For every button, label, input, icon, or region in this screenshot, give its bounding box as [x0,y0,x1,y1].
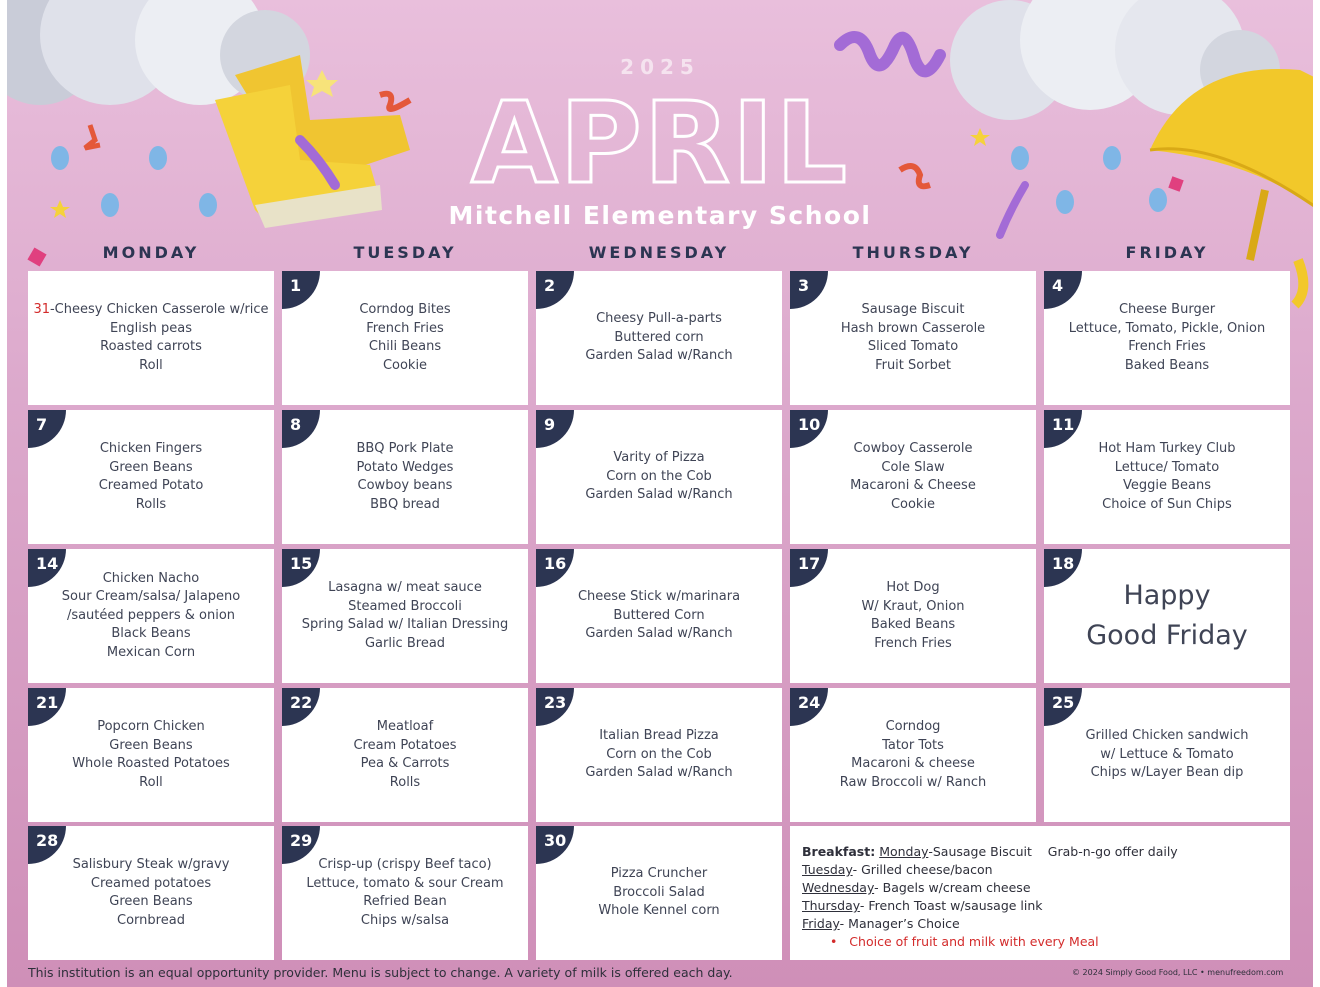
menu-line: Pizza Cruncher [610,866,708,882]
breakfast-day: Tuesday [802,862,853,877]
menu-line: BBQ bread [370,496,440,512]
menu-line: French Fries [1128,339,1206,354]
menu-line: Cream Potatoes [353,737,457,753]
menu-line: Cheese Burger [1118,302,1216,317]
day-number-badge: 23 [536,688,574,726]
calendar-day-10 [790,410,1036,544]
breakfast-menu-box [790,826,1290,960]
menu-line: Green Beans [109,459,193,475]
day-header-wednesday: WEDNESDAY [588,243,730,262]
menu-line: Corndog Bites [359,302,451,317]
menu-line: Sausage Biscuit [861,302,965,317]
menu-line: Garden Salad w/Ranch [585,487,733,503]
day-number-badge: 25 [1044,688,1082,726]
year-label: 2025 [620,55,700,79]
menu-line: /sautéed peppers & onion [66,607,236,623]
menu-line: Green Beans [109,894,193,909]
menu-line: Roasted carrots [100,339,202,354]
menu-line: Chips w/Layer Bean dip [1090,765,1244,781]
breakfast-item: - Manager’s Choice [839,916,960,931]
day-number-badge: 1 [282,271,320,309]
menu-line: Varity of Pizza [613,450,705,466]
bullet-icon: • [830,934,850,949]
menu-line: Sliced Tomato [867,339,959,354]
menu-line: Chips w/salsa [360,912,450,928]
breakfast-day: Thursday [802,898,860,913]
menu-line: French Fries [366,320,444,336]
menu-line: w/ Lettuce & Tomato [1100,746,1234,762]
menu-line: Broccoli Salad [613,884,705,900]
breakfast-label: Breakfast: [802,844,876,859]
menu-line: Black Beans [111,626,191,642]
menu-line: BBQ Pork Plate [356,441,454,456]
menu-line: Lettuce, tomato & sour Cream [306,875,504,891]
menu-line: Macaroni & Cheese [850,478,976,493]
menu-line: Steamed Broccoli [348,598,462,614]
calendar-day-17 [790,549,1036,683]
menu-line: Tator Tots [882,737,944,753]
menu-line: Garden Salad w/Ranch [585,626,733,642]
menu-line: Lettuce/ Tomato [1114,459,1220,475]
breakfast-line-wednesday [802,879,1278,897]
holiday-line: Happy [1123,580,1211,611]
menu-line: Grilled Chicken sandwich [1085,728,1249,744]
menu-line: Lettuce, Tomato, Pickle, Onion [1068,320,1266,336]
menu-line: Chicken Fingers [99,441,203,456]
day-number-badge: 8 [282,410,320,448]
menu-line: Popcorn Chicken [97,719,205,734]
calendar-day-16 [536,549,782,683]
calendar-day-25 [1044,688,1290,822]
breakfast-day: Monday [879,844,929,859]
menu-line: Salisbury Steak w/gravy [72,857,230,872]
menu-line: Macaroni & cheese [851,756,975,771]
breakfast-line-monday [802,843,1278,861]
menu-line: Cheesy Pull-a-parts [596,311,722,327]
breakfast-item: - Bagels w/cream cheese [874,880,1031,895]
menu-line: Meatloaf [376,719,434,734]
breakfast-line-thursday [802,897,1278,915]
menu-line: Buttered corn [614,329,704,345]
menu-line: French Fries [874,635,952,651]
menu-line: Corn on the Cob [606,746,712,762]
day-number-badge: 9 [536,410,574,448]
calendar-day-9 [536,410,782,544]
menu-line: Garden Salad w/Ranch [585,765,733,781]
calendar-day-14 [28,549,274,683]
menu-line: Rolls [389,774,421,790]
day-number-badge: 29 [282,826,320,864]
day-number-badge: 2 [536,271,574,309]
day-number-badge: 18 [1044,549,1082,587]
calendar-day-8 [282,410,528,544]
menu-line: Baked Beans [870,617,956,632]
menu-line: Cornbread [117,912,185,928]
day-header-tuesday: TUESDAY [353,243,457,262]
menu-line: Potato Wedges [356,459,454,475]
menu-line: Cowboy Casserole [853,441,973,456]
menu-line: Fruit Sorbet [875,357,951,373]
day-header-thursday: THURSDAY [852,243,974,262]
calendar-day-21 [28,688,274,822]
menu-line: Hot Dog [886,580,940,595]
calendar-day-29 [282,826,528,960]
breakfast-item: - Grilled cheese/bacon [852,862,993,877]
menu-line: Italian Bread Pizza [599,728,719,744]
grab-n-go-note: Grab-n-go offer daily [1047,844,1178,859]
breakfast-day: Friday [802,916,840,931]
menu-line: Cookie [382,357,428,373]
menu-line: Lasagna w/ meat sauce [328,580,482,595]
breakfast-day: Wednesday [802,880,875,895]
day-number-badge: 7 [28,410,66,448]
day-number-badge: 17 [790,549,828,587]
calendar-day-24 [790,688,1036,822]
day-number-badge: 3 [790,271,828,309]
menu-line: Pea & Carrots [360,756,450,771]
footer-disclaimer: This institution is an equal opportunity provider. Menu is subject to change. A variety of milk is offered each day. [28,965,733,980]
calendar-page [7,0,1313,987]
meal-note: • Choice of fruit and milk with every Meal [830,934,1099,949]
month-title: APRIL [470,79,850,209]
menu-line: Cheese Stick w/marinara [577,589,741,605]
footer-copyright: © 2024 Simply Good Food, LLC • menufreedom.com [1072,968,1284,977]
menu-line: Crisp-up (crispy Beef taco) [318,857,492,872]
day-number-badge: 24 [790,688,828,726]
menu-line: Refried Bean [363,894,447,909]
day-number: 31 [33,302,50,317]
day-number-badge: 30 [536,826,574,864]
day-number-badge: 16 [536,549,574,587]
breakfast-item: -Sausage Biscuit [928,844,1032,859]
menu-line: English peas [109,320,193,336]
menu-line: Baked Beans [1124,357,1210,373]
calendar-day-3 [790,271,1036,405]
calendar-day-7 [28,410,274,544]
day-number-badge: 21 [28,688,66,726]
day-number-badge: 28 [28,826,66,864]
day-header-friday: FRIDAY [1125,243,1209,262]
menu-line: Spring Salad w/ Italian Dressing [301,617,509,632]
calendar-day-15 [282,549,528,683]
day-header-monday: MONDAY [102,243,200,262]
day-number-badge: 14 [28,549,66,587]
menu-line: Buttered Corn [613,607,705,623]
day-number-badge: 11 [1044,410,1082,448]
menu-line: Cowboy beans [357,478,453,493]
school-name: Mitchell Elementary School [448,201,872,230]
day-number-badge: 4 [1044,271,1082,309]
day-number-badge: 22 [282,688,320,726]
calendar-day-1 [282,271,528,405]
breakfast-line-tuesday [802,861,1278,879]
breakfast-item: - French Toast w/sausage link [859,898,1043,913]
calendar-day-4 [1044,271,1290,405]
menu-line: Veggie Beans [1122,478,1212,493]
menu-line: Green Beans [109,737,193,753]
calendar-day-11 [1044,410,1290,544]
menu-line: Hot Ham Turkey Club [1098,441,1236,456]
menu-line: Roll [139,357,163,373]
menu-line: Roll [139,774,163,790]
menu-line: Garlic Bread [364,635,446,651]
calendar-day-23 [536,688,782,822]
menu-line: Sour Cream/salsa/ Jalapeno [61,589,241,605]
menu-line: Chicken Nacho [102,570,200,586]
holiday-line: Good Friday [1086,620,1248,651]
menu-line: Mexican Corn [106,644,196,660]
calendar-day-2 [536,271,782,405]
calendar-day-22 [282,688,528,822]
calendar-day-30 [536,826,782,960]
menu-line: Whole Roasted Potatoes [72,756,230,771]
menu-line: Hash brown Casserole [840,320,986,336]
menu-line: Cookie [890,496,936,512]
menu-line: Creamed potatoes [90,875,212,891]
menu-line: Whole Kennel corn [598,903,720,919]
day-number-badge: 10 [790,410,828,448]
menu-line: Raw Broccoli w/ Ranch [839,774,987,790]
menu-line: Rolls [135,496,167,512]
breakfast-line-friday [802,915,1278,933]
menu-line: Creamed Potato [98,478,204,493]
menu-line: Corn on the Cob [606,468,712,484]
calendar-day-18 [1044,549,1290,683]
menu-line: Corndog [885,719,941,734]
day-number-badge: 15 [282,549,320,587]
calendar-day-28 [28,826,274,960]
menu-line: W/ Kraut, Onion [861,598,965,614]
calendar-day-31 [28,271,274,405]
menu-line: Garden Salad w/Ranch [585,348,733,364]
menu-line: 31-Cheesy Chicken Casserole w/rice [33,302,269,317]
menu-line: Choice of Sun Chips [1102,496,1232,512]
menu-line: Cole Slaw [881,459,945,475]
menu-line: Chili Beans [368,339,442,354]
